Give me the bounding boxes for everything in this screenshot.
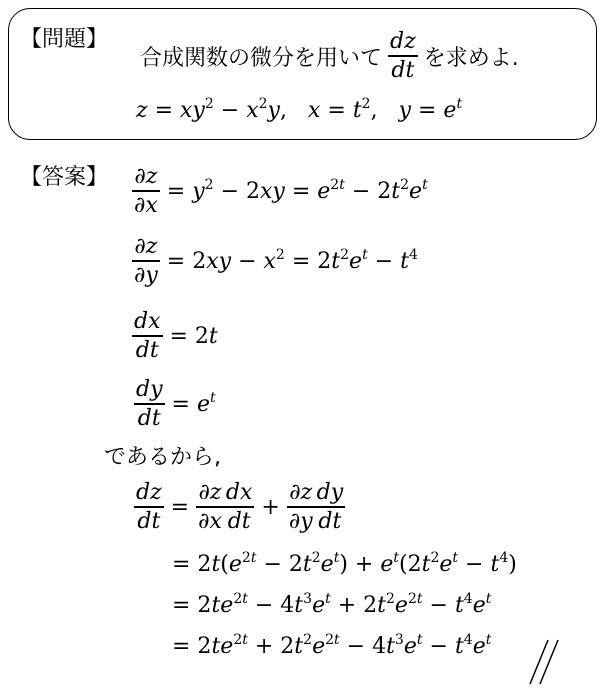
expansion-line-2: = $2te^{2t} - 4t^3e^t + 2t^2e^{2t} - t^4e^t$ bbox=[172, 591, 492, 618]
instruction-suffix: を求めよ. bbox=[423, 45, 519, 71]
problem-label: 【問題】 bbox=[20, 27, 109, 52]
end-mark-icon bbox=[528, 638, 562, 686]
answer-label: 【答案】 bbox=[20, 165, 109, 190]
problem-instruction bbox=[140, 24, 519, 88]
partial-z-y-line: $\frac{\partial z}{\partial y}$ = $2xy - x^2 = 2t^2e^t - t^4$ bbox=[134, 234, 418, 288]
given-equations: $z = xy^2 - x^2y$, $x = t^2$, $y = e^t$ bbox=[136, 96, 463, 123]
expansion-line-1: = $2t(e^{2t} - 2t^2e^t) + e^t(2t^2e^t - t^4)$ bbox=[172, 550, 517, 577]
fraction-denominator: dt bbox=[391, 57, 415, 83]
instruction-prefix: 合成関数の微分を用いて bbox=[140, 45, 383, 71]
dx-dt-line: $\frac{dx}{dt}$ = 2t bbox=[134, 309, 218, 363]
dy-dt-line: $\frac{dy}{dt}$ = $e^t$ bbox=[136, 377, 216, 431]
instruction-fraction bbox=[388, 30, 418, 82]
partial-z-x-line: $\frac{\partial z}{\partial x}$ = $y^2 - 2xy = e^{2t} - 2t^2e^t$ bbox=[134, 164, 428, 218]
final-answer-line: = $2te^{2t} + 2t^2e^{2t} - 4t^3e^t - t^4e^t$ bbox=[172, 632, 492, 659]
chain-rule-line: $\frac{dz}{dt}$ = $\frac{\partial z}{\partial x}$ $\frac{dx}{dt}$ + $\frac{\partial z}{\partial y}$ $\frac{dy}{dt}$ bbox=[136, 480, 344, 534]
connector-text: であるから, bbox=[104, 445, 221, 470]
fraction-numerator: dz bbox=[390, 29, 416, 55]
